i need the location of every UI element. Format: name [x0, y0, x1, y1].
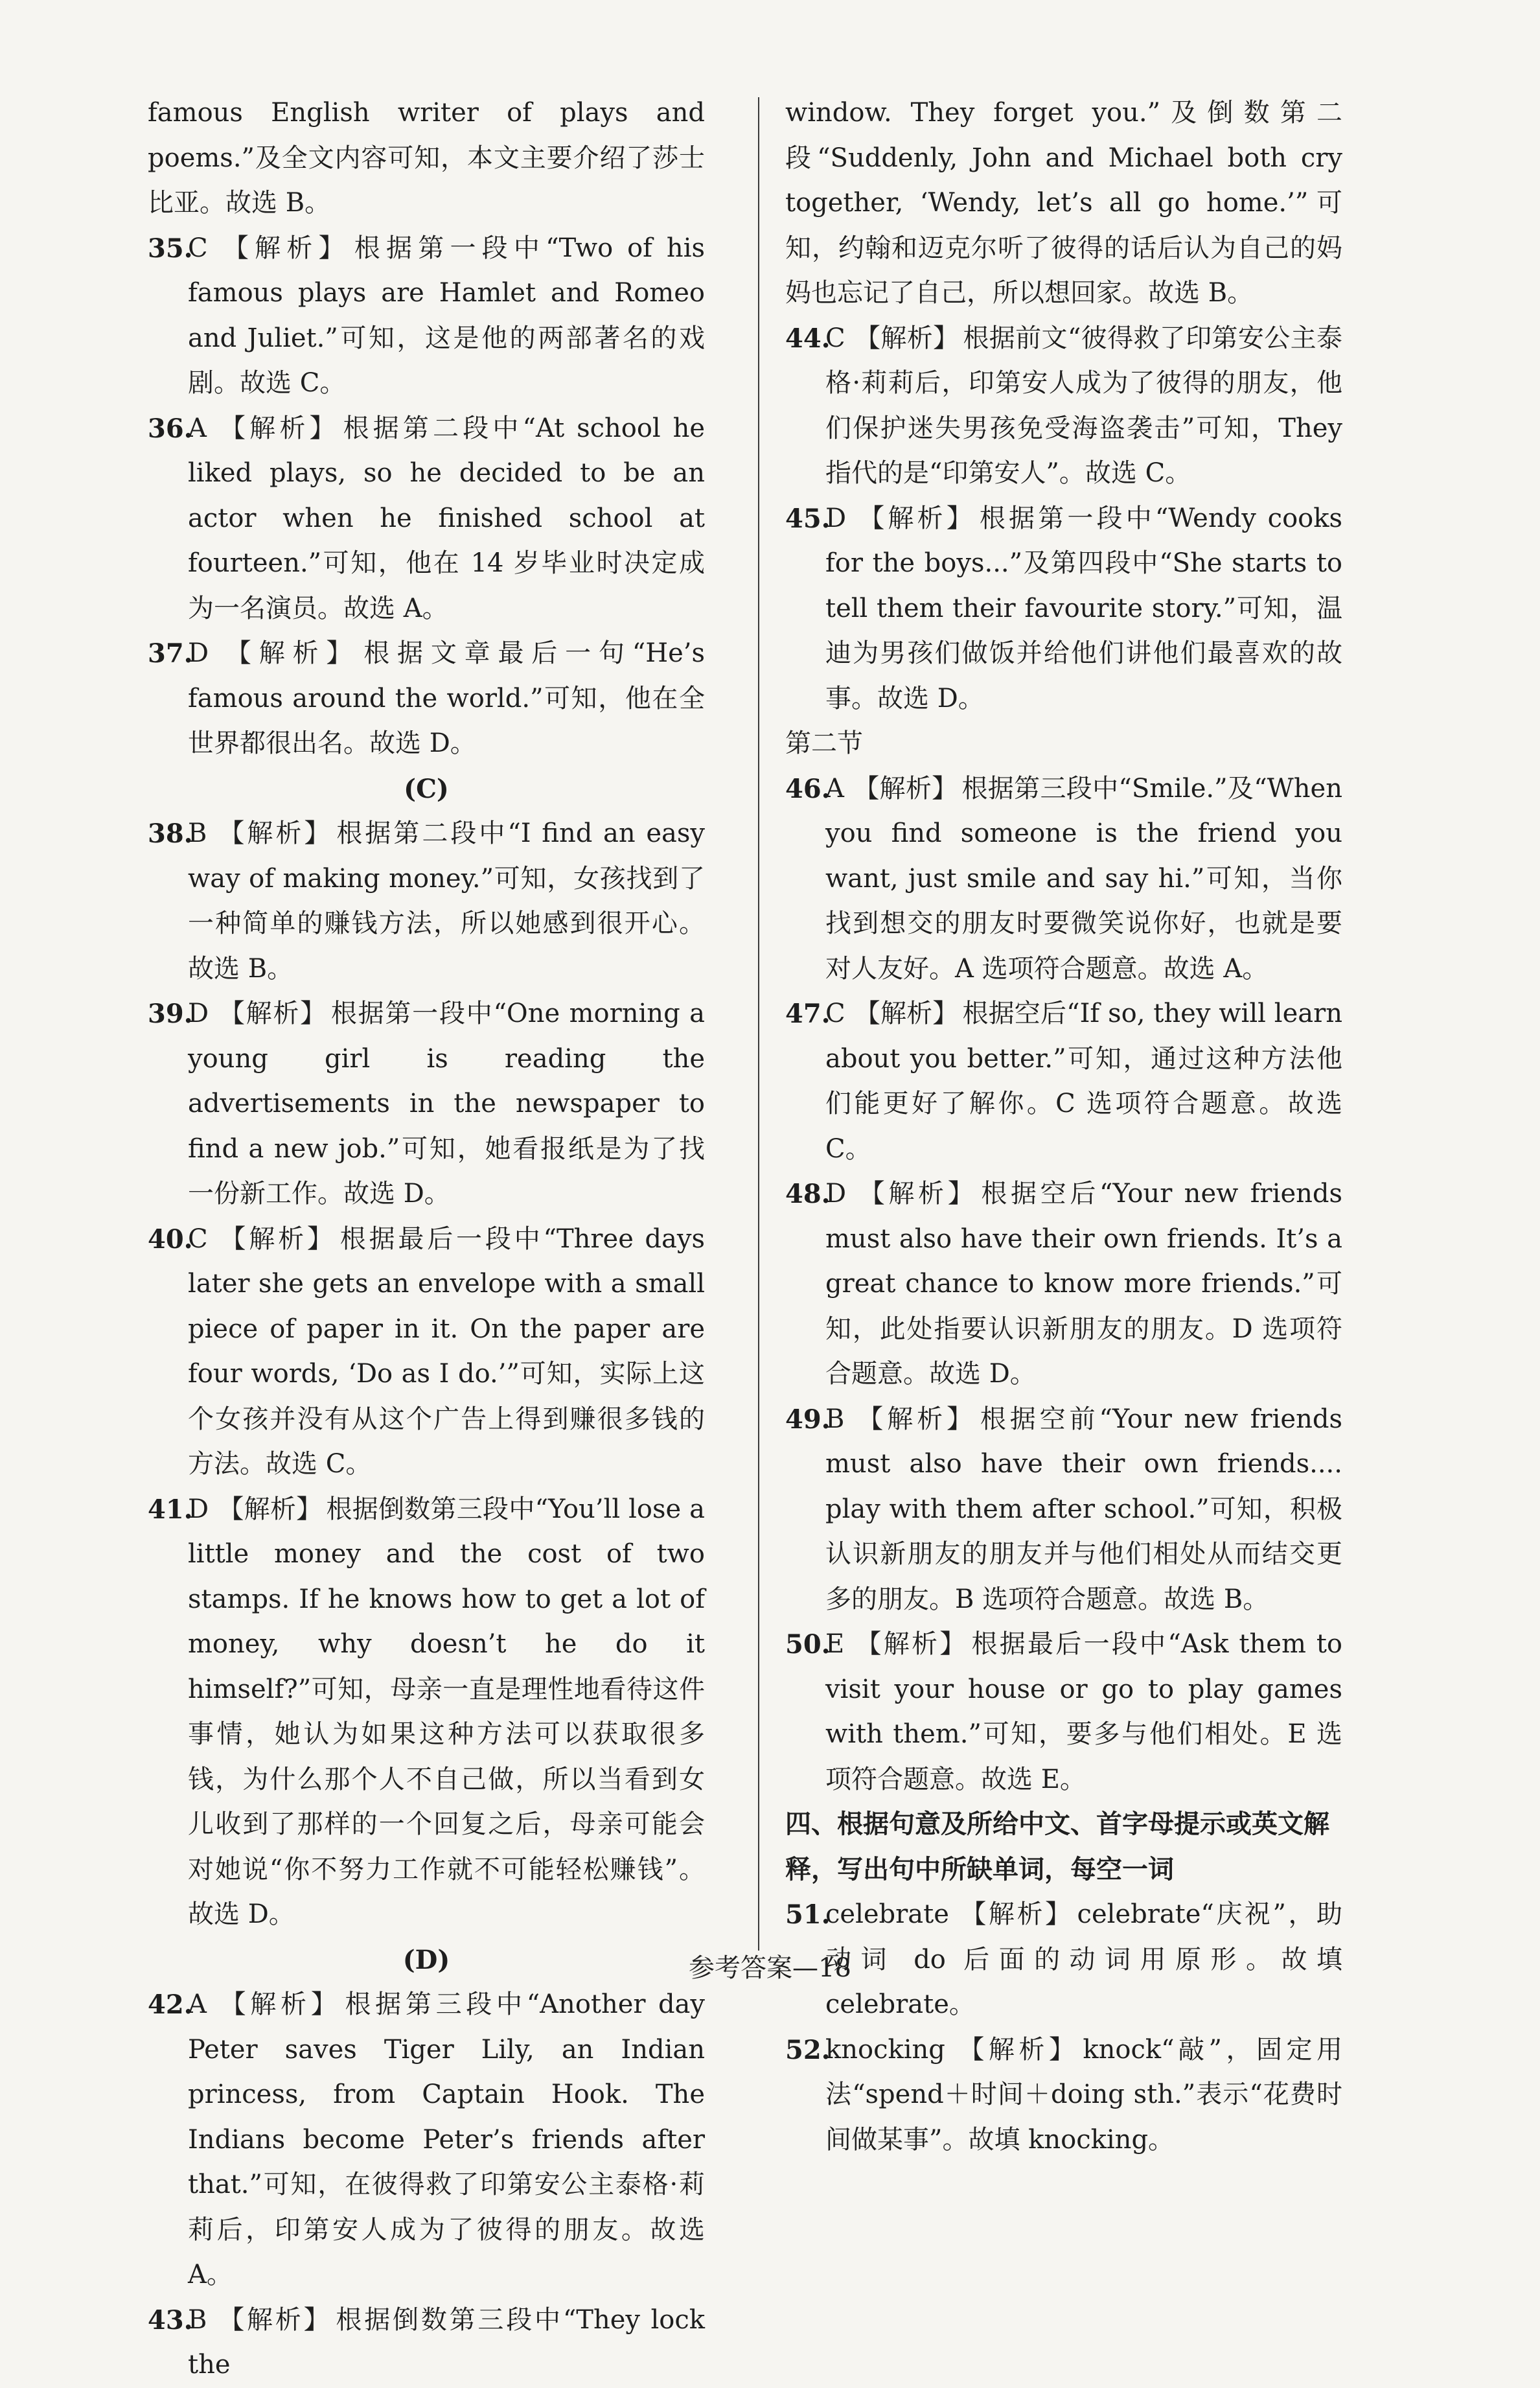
item-explanation: 根据第三段中“Smile.”及“When you find someone is the friend you want, just smile and say hi.”可知，当你找到想交的朋友时要微笑说你好，也就是要对人友好。A 选项符合题意。故选 A。 — [825, 773, 1342, 984]
right-column — [785, 91, 1342, 2162]
answer-group — [148, 811, 705, 1938]
item-body — [188, 1487, 705, 1938]
item-number: 49. — [785, 1404, 831, 1435]
answer-group — [148, 1982, 705, 2388]
item-answer: C — [188, 233, 208, 263]
item-number: 50. — [785, 1629, 831, 1660]
item-body — [188, 1982, 705, 2298]
answer-group — [785, 316, 1342, 722]
item-explanation: 根据空后“Your new friends must also have their own friends. It’s a great chance to know more friends.”可知，此处指要认识新朋友的朋友。D 选项符合题意。故选 D。 — [825, 1179, 1343, 1389]
answer-item-40 — [148, 1217, 705, 1487]
item-explanation: 根据第二段中“I find an easy way of making money.”可知，女孩找到了一种简单的赚钱方法，所以她感到很开心。故选 B。 — [188, 818, 705, 984]
item-explanation: 根据第一段中“Two of his famous plays are Hamlet and Romeo and Juliet.”可知，这是他的两部著名的戏剧。故选 C。 — [188, 233, 706, 398]
item-answer: D — [188, 638, 209, 668]
item-body — [825, 2028, 1342, 2163]
item-answer: B — [188, 818, 207, 848]
answer-item-44 — [785, 316, 1342, 496]
analysis-tag: 【解析】 — [215, 1989, 341, 2019]
item-number: 43. — [148, 2304, 193, 2336]
analysis-tag: 【解析】 — [958, 1899, 1074, 1929]
item-number: 48. — [785, 1179, 831, 1209]
item-number: 47. — [785, 999, 831, 1029]
answer-item-42 — [148, 1982, 705, 2298]
item-body — [825, 1397, 1342, 1623]
item-body — [825, 1172, 1342, 1397]
section-heading-4: 四、根据句意及所给中文、首字母提示或英文解释，写出句中所缺单词，每空一词 — [785, 1809, 1329, 1884]
section-heading-c: (C) — [404, 773, 449, 804]
item-answer: D — [825, 1179, 847, 1209]
item-number: 52. — [785, 2034, 831, 2065]
analysis-tag: 【解析】 — [218, 999, 327, 1028]
item-answer: B — [188, 2304, 207, 2335]
analysis-tag: 【解析】 — [854, 323, 960, 353]
item-number: 36. — [148, 413, 193, 444]
analysis-tag: 【解析】 — [853, 1629, 968, 1659]
analysis-tag: 【解析】 — [855, 1179, 978, 1209]
analysis-tag: 【解析】 — [216, 2304, 332, 2335]
item-number: 40. — [148, 1223, 193, 1255]
item-body — [825, 496, 1342, 722]
item-explanation: 根据第三段中“Another day Peter saves Tiger Lily, an Indian princess, from Captain Hook. The Indians become Peter’s friends after that.”可知，在彼得救了印第安公主泰格·莉莉后，印第安人成为了彼得的朋友。故选 A。 — [188, 1989, 706, 2289]
item-number: 44. — [785, 323, 831, 354]
item-answer: D — [188, 999, 209, 1028]
item-body — [188, 2298, 705, 2388]
section-heading-part-2: 第二节 — [785, 728, 863, 758]
item-number: 39. — [148, 999, 193, 1029]
item-number: 46. — [785, 773, 831, 804]
page-footer: 参考答案—18 — [689, 1953, 851, 1983]
item-explanation: 根据第一段中“One morning a young girl is reading the advertisements in the newspaper to find a new job.”可知，她看报纸是为了找一份新工作。故选 D。 — [188, 999, 705, 1209]
column-divider — [758, 97, 759, 1951]
item-answer: A — [188, 413, 207, 443]
item-answer: A — [188, 1989, 207, 2019]
item-body — [825, 316, 1342, 496]
item-body — [188, 811, 705, 991]
item-answer: B — [825, 1404, 845, 1434]
item-explanation: 根据最后一段中“Three days later she gets an envelope with a small piece of paper in it. On the paper are four words, ‘Do as I do.’”可知，实际上这个女孩并没有从这个广告上得到赚很多钱的方法。故选 C。 — [188, 1223, 706, 1479]
item-answer: D — [825, 503, 847, 533]
item-explanation: celebrate“庆祝”，助动词 do 后面的动词用原形。故填 celebrate。 — [825, 1899, 1342, 2019]
item-body — [188, 226, 705, 406]
item-body — [188, 406, 705, 632]
item-explanation: 根据第二段中“At school he liked plays, so he decided to be an actor when he finished school at fourteen.”可知，他在 14 岁毕业时决定成为一名演员。故选 A。 — [188, 413, 706, 623]
item-number: 45. — [785, 503, 831, 534]
left-column — [148, 91, 705, 2388]
item-explanation: 根据前文“彼得救了印第安公主泰格·莉莉后，印第安人成为了彼得的朋友，他们保护迷失男孩免受海盗袭击”可知，They 指代的是“印第安人”。故选 C。 — [825, 323, 1342, 488]
answer-item-41 — [148, 1487, 705, 1938]
item-body — [188, 1217, 705, 1487]
analysis-tag: 【解析】 — [215, 413, 339, 443]
item-answer: A — [825, 773, 844, 804]
item-body — [825, 991, 1342, 1172]
analysis-tag: 【解析】 — [218, 638, 360, 668]
answer-item-43 — [148, 2298, 705, 2388]
analysis-tag: 【解析】 — [853, 773, 958, 804]
item-answer: E — [825, 1629, 845, 1659]
item-explanation: 根据文章最后一句“He’s famous around the world.”可知，他在全世界都很出名。故选 D。 — [188, 638, 706, 758]
analysis-tag: 【解析】 — [853, 1404, 976, 1434]
continued-text: window. They forget you.”及倒数第二段“Suddenly, John and Michael both cry together, ‘Wendy, let’s all go home.’”可知，约翰和迈克尔听了彼得的话后认为自己的妈妈也忘记了自己，所以想回家。故选 B。 — [785, 98, 1342, 308]
item-number: 51. — [785, 1899, 831, 1930]
item-body — [825, 1622, 1342, 1802]
answer-item-45 — [785, 496, 1342, 722]
item-number: 42. — [148, 1989, 193, 2020]
answer-item-35 — [148, 226, 705, 406]
item-body — [188, 991, 705, 1217]
item-answer: celebrate — [825, 1899, 949, 1929]
item-answer: D — [188, 1494, 209, 1524]
item-number: 35. — [148, 233, 193, 264]
item-answer: C — [825, 323, 845, 353]
item-explanation: 根据倒数第三段中“They lock the — [188, 2304, 706, 2380]
analysis-tag: 【解析】 — [854, 999, 959, 1028]
answer-item-52 — [785, 2028, 1342, 2163]
answer-item-37 — [148, 631, 705, 767]
answer-item-49 — [785, 1397, 1342, 1623]
answer-group — [148, 226, 705, 767]
item-explanation: 根据最后一段中“Ask them to visit your house or go to play games with them.”可知，要多与他们相处。E 选项符合题意。故选 E。 — [825, 1629, 1343, 1794]
answer-item-36 — [148, 406, 705, 632]
item-explanation: 根据倒数第三段中“You’ll lose a little money and the cost of two stamps. If he knows how to get a lot of money, why doesn’t he do it himself?”可知，母亲一直是理性地看待这件事情，她认为如果这种方法可以获取很多钱，为什么那个人不自己做，所以当看到女儿收到了那样的一个回复之后，母亲可能会对她说“你不努力工作就不可能轻松赚钱”。故选 D。 — [188, 1494, 706, 1929]
item-number: 38. — [148, 818, 193, 849]
item-answer: knocking — [825, 2034, 945, 2065]
item-answer: C — [825, 999, 845, 1028]
analysis-tag: 【解析】 — [954, 2034, 1079, 2065]
item-body — [188, 631, 705, 767]
item-body — [825, 767, 1342, 992]
answer-item-50 — [785, 1622, 1342, 1802]
answer-item-46 — [785, 767, 1342, 992]
answer-item-38 — [148, 811, 705, 991]
item-answer: C — [188, 1223, 208, 1254]
item-number: 41. — [148, 1494, 193, 1525]
item-explanation: 根据空前“Your new friends must also have their own friends.... play with them after school.”可知，积极认识新朋友的朋友并与他们相处从而结交更多的朋友。B 选项符合题意。故选 B。 — [825, 1404, 1342, 1614]
answer-group — [785, 767, 1342, 1803]
item-explanation: 根据空后“If so, they will learn about you better.”可知，通过这种方法他们能更好了解你。C 选项符合题意。故选 C。 — [825, 999, 1342, 1164]
answer-item-47 — [785, 991, 1342, 1172]
item-explanation: 根据第一段中“Wendy cooks for the boys...”及第四段中“She starts to tell them their favourite story.”可知，温迪为男孩们做饭并给他们讲他们最喜欢的故事。故选 D。 — [825, 503, 1343, 713]
answer-group — [785, 1892, 1342, 2162]
analysis-tag: 【解析】 — [216, 818, 333, 848]
section-heading-d: (D) — [402, 1944, 450, 1975]
analysis-tag: 【解析】 — [218, 1494, 323, 1524]
item-number: 37. — [148, 638, 193, 669]
answer-item-48 — [785, 1172, 1342, 1397]
analysis-tag: 【解析】 — [216, 1223, 336, 1254]
item-explanation: knock“敲”，固定用法“spend＋时间＋doing sth.”表示“花费时间做某事”。故填 knocking。 — [825, 2034, 1343, 2155]
analysis-tag: 【解析】 — [855, 503, 976, 533]
answer-item-39 — [148, 991, 705, 1217]
analysis-tag: 【解析】 — [216, 233, 351, 263]
continued-text: famous English writer of plays and poems.”及全文内容可知，本文主要介绍了莎士比亚。故选 B。 — [148, 98, 705, 218]
